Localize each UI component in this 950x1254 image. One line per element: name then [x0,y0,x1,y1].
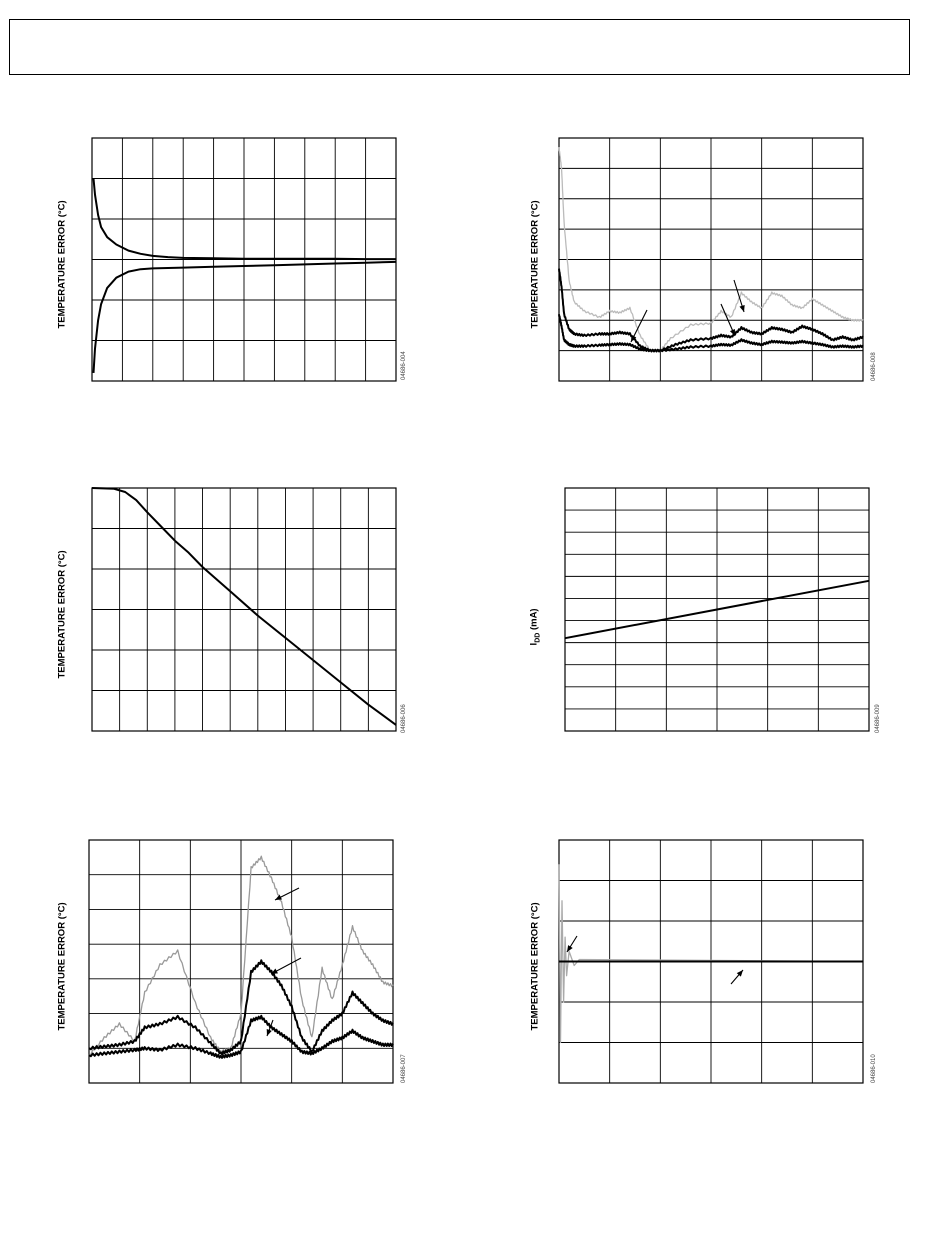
chart6-y-axis-label: TEMPERATURE ERROR (°C) [529,902,541,1031]
chart1-y-axis-label: TEMPERATURE ERROR (°C) [56,200,68,329]
chart4-y-axis-label [529,575,542,645]
c2-pointer-arrow-1 [631,310,647,342]
chart-temperature-error-2 [559,138,863,381]
chart-temperature-error-3 [92,488,396,731]
c6-pointer-arrow-2 [731,970,743,984]
c5-pointer-arrow-1 [275,888,299,900]
chart-idd-ma [565,488,869,731]
chart1-figure-code: 04686-004 [401,351,407,380]
c5-grid [89,840,393,1083]
c3-series-error [92,488,396,725]
c3-grid [92,488,396,731]
chart3-y-axis-label: TEMPERATURE ERROR (°C) [56,550,68,679]
chart-temperature-error-1 [92,138,396,381]
c6-pointer-arrow-head [567,945,573,952]
c6-pointer-arrow-1 [567,936,577,952]
c2-pointer-arrow-head [739,305,744,312]
chart4-y-axis-label-main: I [528,642,540,646]
chart2-figure-code: 04686-008 [871,352,877,381]
chart-temperature-error-6 [559,840,863,1083]
chart5-y-axis-label: TEMPERATURE ERROR (°C) [56,902,68,1031]
chart4-y-axis-label-unit: (mA) [528,608,540,633]
chart2-y-axis-label: TEMPERATURE ERROR (°C) [529,200,541,329]
chart-temperature-error-5 [89,840,393,1083]
chart5-figure-code: 04686-007 [401,1054,407,1083]
chart6-figure-code: 04686-010 [871,1054,877,1083]
chart4-y-axis-label-sub: DD [534,632,542,643]
c5-pointer-arrow-head [267,1029,272,1036]
page-header-box [9,19,910,75]
chart4-figure-code: 04686-009 [875,704,881,733]
c1-series-lower [94,262,397,373]
chart3-figure-code: 04686-006 [401,704,407,733]
